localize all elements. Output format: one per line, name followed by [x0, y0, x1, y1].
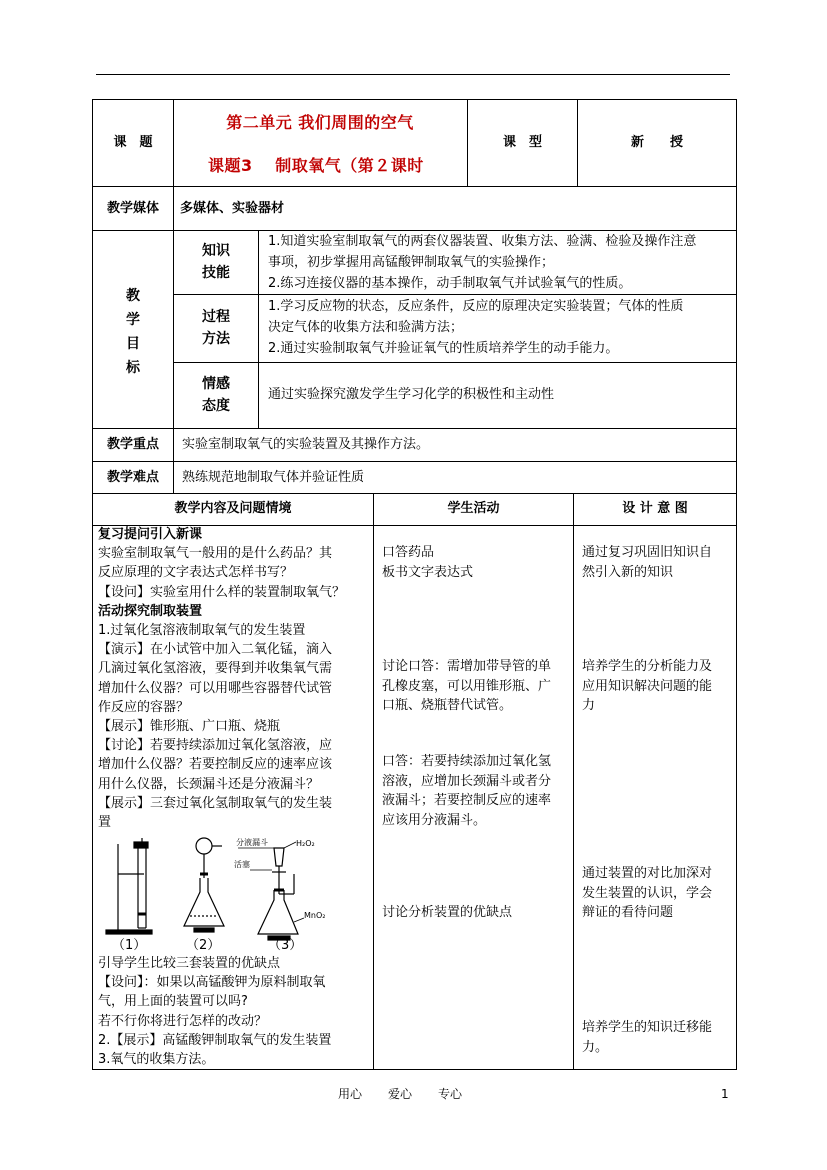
difficulty-label: 教学难点	[106, 470, 159, 485]
header-rule	[96, 74, 730, 75]
content-bottom: 引导学生比较三套装置的优缺点 【设问】：如果以高锰酸钾为原料制取氧 气，用上面的装置可以吗? 若不行你将进行怎样的改动？ 2.【展示】高锰酸钾制取氧气的发生装置 3.氧气的收集方法。	[98, 956, 332, 1068]
apparatus-1-label: （1）	[112, 938, 147, 953]
activity-1: 口答药品 板书文字表达式	[382, 545, 474, 580]
apparatus-3-drawing	[238, 842, 304, 940]
h2o2-label: H₂O₂	[296, 839, 315, 848]
content-top: 复习提问引入新课 实验室制取氧气一般用的是什么药品？其 反应原理的文字表达式怎样书写？ 【设问】实验室用什么样的装置制取氧气？ 活动探究制取装置 1.过氧化氢溶液制取氧气的发生装置 【演示】在小试管中加入二氧化锰，滴入 几滴过氧化氢溶液，要得到并收集氧气需 增加什么仪器？可以用哪些容器替代试管 作反应的容器？ 【展示】锥形瓶、广口瓶、烧瓶 【讨论】若要持续添加过氧化氢溶液，应 增加什么仪器？若要控制反应的速率应该 用什么仪器，长颈漏斗还是分液漏斗？ 【展示】三套过氧化氢制取氧气的发生装 置	[98, 525, 372, 832]
intent-3: 通过装置的对比加深对 发生装置的认识，学会 辩证的看待问题	[582, 866, 713, 920]
section-heading-explore: 活动探究制取装置	[98, 603, 203, 619]
goal-emotion-label: 情感 态度	[202, 376, 230, 414]
intent-4: 培养学生的知识迁移能 力。	[582, 1020, 713, 1055]
footer-text-1: 用心	[338, 1087, 363, 1101]
intent-1: 通过复习巩固旧知识自 然引入新的知识	[582, 545, 713, 580]
key-point-value: 实验室制取氧气的实验装置及其操作方法。	[182, 437, 430, 452]
apparatus-2-label: （2）	[186, 938, 221, 953]
type-label: 课 型	[502, 135, 542, 150]
goal-process-text: 1.学习反应物的状态，反应条件，反应的原理决定实验装置；气体的性质 决定气体的收集方法和验满方法； 2.通过实验制取氧气并验证氧气的性质培养学生的动手能力。	[268, 299, 684, 356]
activity-4: 讨论分析装置的优缺点	[382, 905, 513, 920]
topic-label: 课 题	[113, 135, 153, 150]
type-value: 新 授	[630, 135, 683, 150]
footer-text-3: 专心	[438, 1087, 463, 1101]
difficulty-value: 熟练规范地制取气体并验证性质	[182, 470, 365, 485]
col-activity-header: 学生活动	[447, 501, 500, 516]
media-value: 多媒体、实验器材	[180, 201, 285, 216]
activity-2: 讨论口答：需增加带导管的单 孔橡皮塞，可以用锥形瓶、广 口瓶、烧瓶替代试管。	[382, 659, 552, 713]
col-intent-header: 设 计 意 图	[622, 501, 688, 516]
col-content-header: 教学内容及问题情境	[174, 501, 292, 516]
section-heading-review: 复习提问引入新课	[98, 527, 203, 542]
apparatus-1-drawing	[106, 838, 152, 934]
footer-text-2: 爱心	[388, 1087, 413, 1101]
intent-2: 培养学生的分析能力及 应用知识解决问题的能 力	[582, 659, 713, 713]
goal-knowledge-label: 知识 技能	[202, 243, 230, 281]
media-label: 教学媒体	[106, 201, 159, 216]
funnel-label: 分液漏斗	[236, 838, 268, 847]
valve-label: 活塞	[234, 860, 250, 869]
key-point-label: 教学重点	[106, 437, 159, 452]
mno2-label: MnO₂	[304, 911, 326, 920]
goal-emotion-text: 通过实验探究激发学生学习化学的积极性和主动性	[268, 387, 555, 402]
apparatus-2-drawing	[184, 838, 224, 932]
page-number: 1	[721, 1087, 729, 1101]
goal-process-label: 过程 方法	[202, 309, 230, 347]
unit-title: 第二单元 我们周围的空气	[226, 113, 414, 132]
lesson-title: 课题3 制取氧气（第２课时	[208, 156, 424, 175]
goal-knowledge-text: 1.知道实验室制取氧气的两套仪器装置、收集方法、验满、检验及操作注意 事项，初步掌握用高锰酸钾制取氧气的实验操作； 2.练习连接仪器的基本操作，动手制取氧气并试验氧气的性质。	[268, 234, 697, 291]
apparatus-3-label: （3）	[268, 938, 303, 953]
goals-label: 教 学 目 标	[126, 288, 140, 376]
activity-3: 口答：若要持续添加过氧化氢 溶液，应增加长颈漏斗或者分 液漏斗；若要控制反应的速率 应该用分液漏斗。	[382, 754, 552, 828]
